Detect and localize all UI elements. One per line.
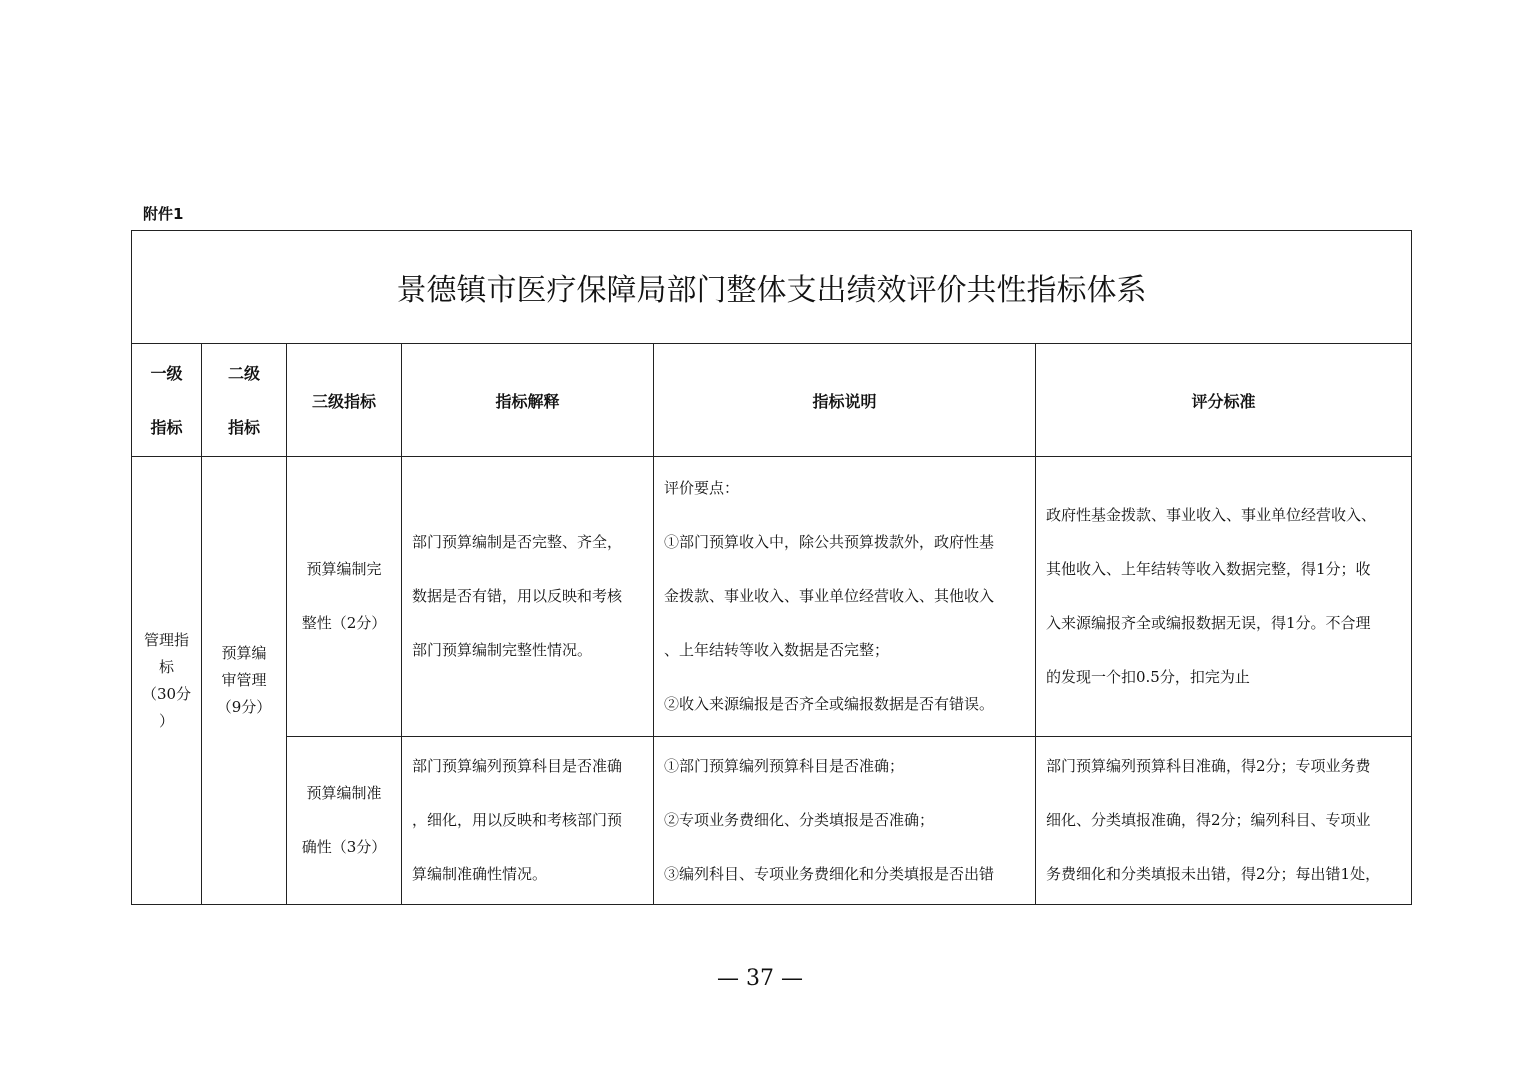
- header-scoring: 评分标准: [1036, 344, 1412, 457]
- header-level1: 一级 指标: [132, 344, 202, 457]
- scoring-cell: 政府性基金拨款、事业收入、事业单位经营收入、 其他收入、上年结转等收入数据完整，得1分；收 入来源编报齐全或编报数据无误，得1分。不合理 的发现一个扣0.5分，扣完为止: [1036, 457, 1412, 737]
- header-level2: 二级 指标: [202, 344, 287, 457]
- header-row: [132, 344, 1412, 457]
- level2-indicator-cell: 预算编 审管理 （9分）: [202, 457, 287, 905]
- explanation-cell: 部门预算编列预算科目是否准确 ，细化，用以反映和考核部门预 算编制准确性情况。: [402, 737, 654, 905]
- table-row: [132, 737, 1412, 905]
- indicator-table: [131, 230, 1412, 905]
- header-explanation: 指标解释: [402, 344, 654, 457]
- attachment-label: 附件1: [143, 205, 184, 223]
- title-row: [132, 231, 1412, 344]
- scoring-cell: 部门预算编列预算科目准确，得2分；专项业务费 细化、分类填报准确，得2分；编列科目、专项业 务费细化和分类填报未出错，得2分；每出错1处，: [1036, 737, 1412, 905]
- level1-indicator-cell: 管理指 标 （30分 ）: [132, 457, 202, 905]
- description-cell: ①部门预算编列预算科目是否准确； ②专项业务费细化、分类填报是否准确； ③编列科目、专项业务费细化和分类填报是否出错: [654, 737, 1036, 905]
- level3-indicator-cell: 预算编制准 确性（3分）: [287, 737, 402, 905]
- table-row: [132, 457, 1412, 737]
- explanation-cell: 部门预算编制是否完整、齐全， 数据是否有错，用以反映和考核 部门预算编制完整性情况。: [402, 457, 654, 737]
- page-number: — 37 —: [717, 966, 803, 991]
- table-title: 景德镇市医疗保障局部门整体支出绩效评价共性指标体系: [132, 231, 1412, 344]
- description-cell: 评价要点： ①部门预算收入中，除公共预算拨款外，政府性基 金拨款、事业收入、事业单位经营收入、其他收入 、上年结转等收入数据是否完整； ②收入来源编报是否齐全或编报数据是否有错误。: [654, 457, 1036, 737]
- header-level3: 三级指标: [287, 344, 402, 457]
- header-description: 指标说明: [654, 344, 1036, 457]
- level3-indicator-cell: 预算编制完 整性（2分）: [287, 457, 402, 737]
